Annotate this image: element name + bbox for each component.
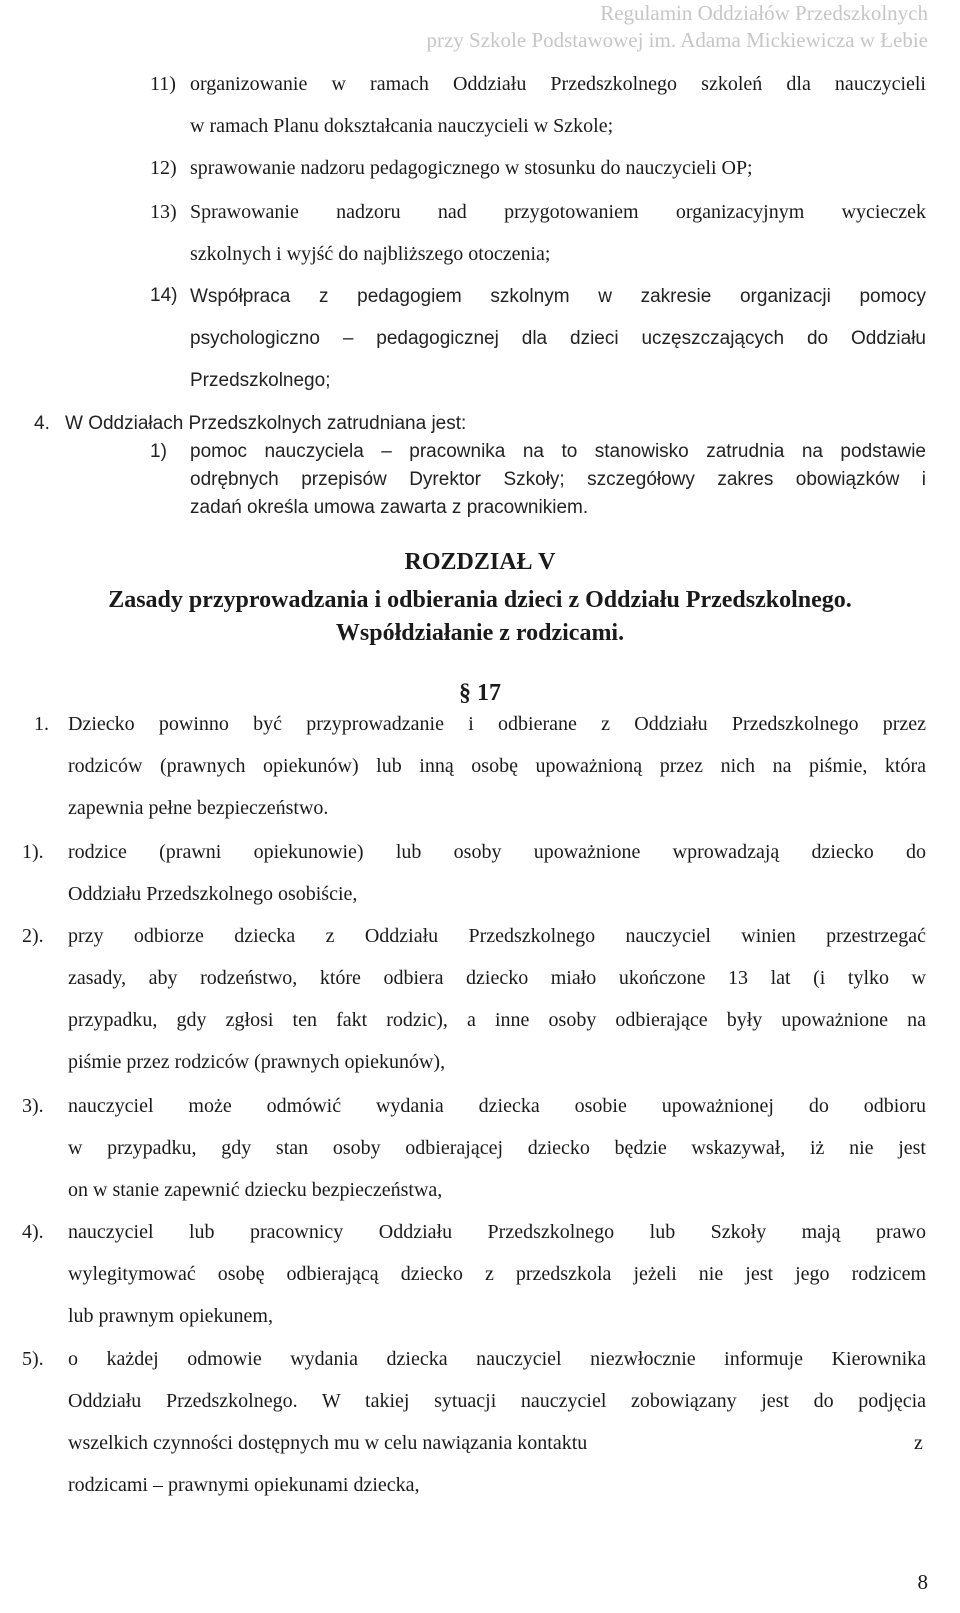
list-item-text: rodzicami – prawnymi opiekunami dziecka, — [68, 1474, 420, 1496]
list-item-text: rodzice (prawni opiekunowie) lub osoby upoważnione wprowadzają dziecko do — [68, 841, 926, 863]
chapter-subtitle-1: Zasady przyprowadzania i odbierania dzieci z Oddziału Przedszkolnego. — [108, 587, 852, 613]
page-number: 8 — [917, 1570, 928, 1594]
list-item-text: psychologiczno – pedagogicznej dla dzieci uczęszczających do Oddziału — [190, 328, 926, 349]
point-text: W Oddziałach Przedszkolnych zatrudniana jest: — [65, 413, 467, 434]
list-item-text: szkolnych i wyjść do najbliższego otoczenia; — [190, 243, 551, 265]
list-item-text: zasady, aby rodzeństwo, które odbiera dziecko miało ukończone 13 lat (i tylko w — [68, 967, 926, 989]
list-item-text: Sprawowanie nadzoru nad przygotowaniem organizacyjnym wycieczek — [190, 201, 926, 223]
chapter-title: ROZDZIAŁ V — [404, 549, 556, 575]
section-heading — [0, 680, 960, 707]
list-item-number: 13) — [150, 201, 177, 223]
point-text: zapewnia pełne bezpieczeństwo. — [68, 797, 329, 819]
point-text: Dziecko powinno być przyprowadzanie i odbierane z Oddziału Przedszkolnego przez — [68, 713, 926, 735]
list-item-text: w ramach Planu dokształcania nauczycieli w Szkole; — [190, 115, 614, 137]
header-line-1: Regulamin Oddziałów Przedszkolnych — [600, 1, 928, 25]
list-item-text: Oddziału Przedszkolnego. W takiej sytuacji nauczyciel zobowiązany jest do podjęcia — [68, 1390, 926, 1412]
list-item-number: 5). — [22, 1348, 44, 1370]
list-item-text: z — [914, 1432, 923, 1454]
list-item-text: w przypadku, gdy stan osoby odbierającej dziecko będzie wskazywał, iż nie jest — [68, 1137, 926, 1159]
sub-item-text: odrębnych przepisów Dyrektor Szkoły; szczegółowy zakres obowiązków i — [190, 469, 926, 490]
point-number: 4. — [34, 413, 50, 434]
list-item-text: wszelkich czynności dostępnych mu w celu nawiązania kontaktu — [68, 1432, 588, 1454]
list-item-number: 1). — [22, 841, 44, 863]
point-text: rodziców (prawnych opiekunów) lub inną osobę upoważnioną przez nich na piśmie, która — [68, 755, 926, 777]
list-item-text: lub prawnym opiekunem, — [68, 1305, 273, 1327]
sub-item-text: pomoc nauczyciela – pracownika na to stanowisko zatrudnia na podstawie — [190, 441, 926, 462]
sub-item-number: 1) — [150, 441, 167, 462]
list-item-text: przy odbiorze dziecka z Oddziału Przedszkolnego nauczyciel winien przestrzegać — [68, 925, 926, 947]
list-item-text: Oddziału Przedszkolnego osobiście, — [68, 883, 358, 905]
list-item-text: o każdej odmowie wydania dziecka nauczyciel niezwłocznie informuje Kierownika — [68, 1348, 926, 1370]
list-item-text: przypadku, gdy zgłosi ten fakt rodzic), a inne osoby odbierające były upoważnione na — [68, 1009, 926, 1031]
header-line-2: przy Szkole Podstawowej im. Adama Mickiewicza w Łebie — [426, 28, 928, 52]
list-item-text: Współpraca z pedagogiem szkolnym w zakresie organizacji pomocy — [190, 286, 926, 307]
list-item-number: 12) — [150, 157, 177, 179]
list-item-number: 3). — [22, 1095, 44, 1117]
list-item-number: 14) — [150, 285, 178, 306]
list-item-text: wylegitymować osobę odbierającą dziecko z przedszkola jeżeli nie jest jego rodzicem — [68, 1263, 926, 1285]
list-item-number: 4). — [22, 1221, 44, 1243]
section-symbol: § — [459, 680, 471, 706]
list-item-text: nauczyciel lub pracownicy Oddziału Przedszkolnego lub Szkoły mają prawo — [68, 1221, 926, 1243]
sub-item-text: zadań określa umowa zawarta z pracownikiem. — [190, 497, 589, 518]
list-item-text: organizowanie w ramach Oddziału Przedszkolnego szkoleń dla nauczycieli — [190, 73, 926, 95]
section-number: 17 — [477, 680, 501, 706]
chapter-subtitle-2: Współdziałanie z rodzicami. — [335, 620, 625, 646]
document-header — [426, 0, 928, 54]
list-item-number: 2). — [22, 925, 44, 947]
list-item-text: on w stanie zapewnić dziecku bezpieczeństwa, — [68, 1179, 443, 1201]
list-item-text: nauczyciel może odmówić wydania dziecka osobie upoważnionej do odbioru — [68, 1095, 926, 1117]
point-number: 1. — [34, 713, 49, 735]
list-item-text: Przedszkolnego; — [190, 370, 331, 391]
list-item-text: sprawowanie nadzoru pedagogicznego w stosunku do nauczycieli OP; — [190, 157, 753, 179]
list-item-text: piśmie przez rodziców (prawnych opiekunów), — [68, 1051, 446, 1073]
list-item-number: 11) — [150, 73, 176, 95]
